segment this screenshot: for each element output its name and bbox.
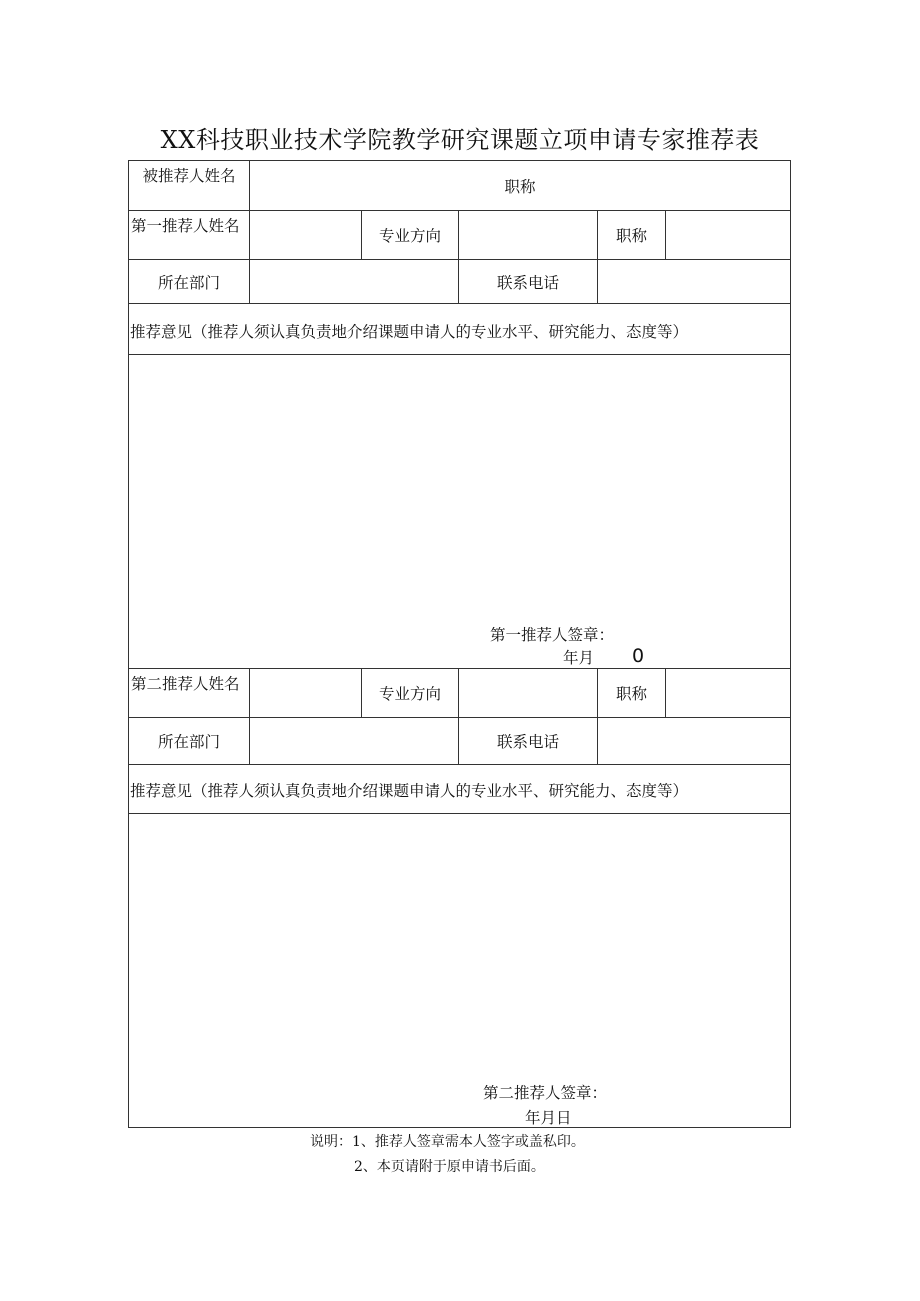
recommender2-dept-label: 所在部门 — [157, 733, 220, 751]
note-line-2: 2、本页请附于原申请书后面。 — [354, 1159, 545, 1175]
note-line-1: 说明：1、推荐人签章需本人签字或盖私印。 — [310, 1134, 585, 1150]
recommender2-phone-field[interactable] — [598, 718, 790, 764]
nominee-name-label: 被推荐人姓名 — [142, 167, 236, 185]
form-title: XX科技职业技术学院教学研究课题立项申请专家推荐表 — [160, 126, 760, 154]
recommender2-opinion-field[interactable] — [129, 814, 790, 1074]
recommender1-opinion-label: 推荐意见（推荐人须认真负责地介绍课题申请人的专业水平、研究能力、态度等） — [130, 323, 689, 341]
recommender1-major-field[interactable] — [459, 211, 597, 259]
recommender1-name-label: 第一推荐人姓名 — [131, 217, 240, 235]
recommender2-opinion-label: 推荐意见（推荐人须认真负责地介绍课题申请人的专业水平、研究能力、态度等） — [130, 782, 689, 800]
row-divider — [128, 303, 791, 304]
recommender2-dept-field[interactable] — [250, 718, 458, 764]
recommender1-name-field[interactable] — [250, 211, 361, 259]
recommender2-title-field[interactable] — [666, 669, 790, 717]
recommender2-major-label: 专业方向 — [378, 685, 441, 703]
recommender1-title-field[interactable] — [666, 211, 790, 259]
recommender1-phone-field[interactable] — [598, 260, 790, 303]
recommender2-date-label: 年月日 — [525, 1109, 572, 1127]
recommender2-signature-label: 第二推荐人签章： — [483, 1084, 608, 1102]
recommender1-major-label: 专业方向 — [378, 227, 441, 245]
recommender2-major-field[interactable] — [459, 669, 597, 717]
recommender2-name-field[interactable] — [250, 669, 361, 717]
row-divider — [128, 764, 791, 765]
recommender1-title-label: 职称 — [615, 227, 647, 245]
recommender1-dept-label: 所在部门 — [157, 273, 220, 292]
recommender1-dept-field[interactable] — [250, 260, 458, 303]
recommender2-title-label: 职称 — [615, 685, 647, 703]
recommender2-phone-label: 联系电话 — [496, 733, 559, 751]
recommender2-name-label: 第二推荐人姓名 — [131, 675, 240, 693]
recommender1-phone-label: 联系电话 — [496, 273, 559, 292]
recommender1-date-digit: 0 — [632, 645, 645, 667]
nominee-title-label: 职称 — [504, 178, 536, 196]
recommender1-date-label: 年月 — [563, 649, 595, 667]
recommender1-signature-label: 第一推荐人签章： — [490, 626, 615, 644]
recommender1-opinion-field[interactable] — [129, 355, 790, 615]
